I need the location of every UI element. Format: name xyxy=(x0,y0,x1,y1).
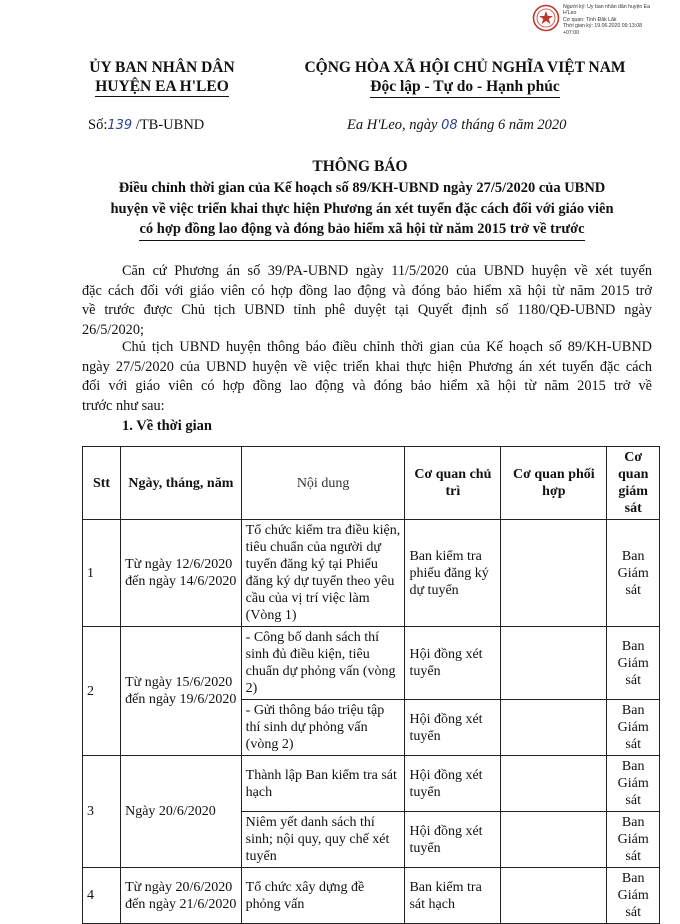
national-line1: CỘNG HÒA XÃ HỘI CHỦ NGHĨA VIỆT NAM xyxy=(304,59,626,76)
cell-content: Niêm yết danh sách thí sinh; nội quy, quy chế xét tuyển xyxy=(241,812,405,868)
date-prefix: Ea H'Leo, ngày xyxy=(347,117,442,133)
cell-content: Tổ chức xây dựng đề phỏng vấn xyxy=(241,868,405,924)
seal-icon xyxy=(532,4,560,32)
cell-content: - Công bố danh sách thí sinh đủ điều kiện, tiêu chuẩn dự phỏng vấn (vòng 2) xyxy=(241,627,405,700)
document-number xyxy=(88,117,204,134)
schedule-table xyxy=(82,446,660,924)
cell-host: Hội đồng xét tuyển xyxy=(405,700,501,756)
paragraph-line: Chủ tịch UBND huyện thông báo điều chỉnh thời gian của Kế hoạch số 89/KH-UBND xyxy=(122,339,652,355)
cell-coordinator xyxy=(501,627,607,700)
document-subtitle xyxy=(62,178,662,241)
header-coordinator: Cơ quan phối hợp xyxy=(501,447,607,520)
issuer-line2: HUYỆN EA H'LEO xyxy=(95,78,229,95)
signature-line: Thời gian ký: 19.06.2020 09:13:08 xyxy=(563,23,642,30)
cell-coordinator xyxy=(501,520,607,627)
paragraph-line: về trước được Chủ tịch UBND tỉnh phê duyệt tại Quyết định số 1180/QĐ-UBND ngày xyxy=(82,302,652,318)
cell-supervisor: Ban Giám sát xyxy=(607,700,660,756)
header-stt: Stt xyxy=(83,447,121,520)
doc-number-prefix: Số: xyxy=(88,117,108,133)
header-content: Nội dung xyxy=(241,447,405,520)
signature-line: H'Leo xyxy=(563,10,577,17)
national-motto: Độc lập - Tự do - Hạnh phúc xyxy=(370,77,559,98)
cell-coordinator xyxy=(501,756,607,812)
signature-line: +07:00 xyxy=(563,29,580,36)
signature-line: Người ký: Ủy ban nhân dân huyện Ea xyxy=(563,4,651,10)
cell-coordinator xyxy=(501,868,607,924)
document-date xyxy=(347,117,566,134)
signature-line: Cơ quan: Tỉnh Đắk Lắk xyxy=(563,16,617,23)
paragraph-line: đặc cách đối với giáo viên có hợp đồng lao động và đóng bảo hiểm xã hội từ năm 2015 trở xyxy=(82,282,652,299)
cell-content: Thành lập Ban kiểm tra sát hạch xyxy=(241,756,405,812)
cell-supervisor: Ban Giám sát xyxy=(607,812,660,868)
cell-host: Hội đồng xét tuyển xyxy=(405,756,501,812)
cell-stt: 2 xyxy=(83,627,121,756)
paragraph-announcement xyxy=(82,338,652,416)
header-supervisor: Cơ quan giám sát xyxy=(607,447,660,520)
table-row xyxy=(83,756,660,812)
national-header xyxy=(280,58,650,98)
date-suffix: tháng 6 năm 2020 xyxy=(457,117,567,133)
cell-stt: 3 xyxy=(83,756,121,868)
cell-supervisor: Ban Giám sát xyxy=(607,520,660,627)
cell-host: Hội đồng xét tuyển xyxy=(405,812,501,868)
paragraph-line: ngày 27/5/2020 của UBND huyện về việc triển khai thực hiện Phương án xét tuyển đặc cách xyxy=(82,358,652,375)
cell-content: - Gửi thông báo triệu tập thí sinh dự phỏng vấn (vòng 2) xyxy=(241,700,405,756)
cell-host: Ban kiểm tra phiếu đăng ký dự tuyển xyxy=(405,520,501,627)
table-header-row xyxy=(83,447,660,520)
subtitle-line: có hợp đồng lao động và đóng bảo hiểm xã hội từ năm 2015 trở về trước xyxy=(139,219,584,241)
cell-coordinator xyxy=(501,812,607,868)
subtitle-line: huyện về việc triển khai thực hiện Phương án xét tuyển đặc cách đối với giáo viên xyxy=(110,200,614,217)
subtitle-line: Điều chỉnh thời gian của Kế hoạch số 89/KH-UBND ngày 27/5/2020 của UBND xyxy=(118,180,606,196)
doc-number-suffix: /TB-UBND xyxy=(132,117,205,133)
paragraph-line: trước như sau: xyxy=(82,397,165,414)
signature-text xyxy=(563,4,650,36)
header-host: Cơ quan chủ trì xyxy=(405,447,501,520)
cell-date: Ngày 20/6/2020 xyxy=(121,756,242,868)
issuer-line1: ỦY BAN NHÂN DÂN xyxy=(89,59,235,76)
paragraph-legal-basis xyxy=(82,262,652,340)
cell-content: Tổ chức kiểm tra điều kiện, tiêu chuẩn của người dự tuyển đăng ký tại Phiếu đăng ký dự tuyển theo yêu cầu của vị trí việc làm (Vòng 1) xyxy=(241,520,405,627)
paragraph-line: đối với giáo viên có hợp đồng lao động và đóng bảo hiểm xã hội từ năm 2015 trở về xyxy=(82,378,652,394)
cell-supervisor: Ban Giám sát xyxy=(607,627,660,700)
cell-date: Từ ngày 12/6/2020 đến ngày 14/6/2020 xyxy=(121,520,242,627)
header-date: Ngày, tháng, năm xyxy=(121,447,242,520)
section-heading: 1. Về thời gian xyxy=(122,418,212,434)
cell-date: Từ ngày 15/6/2020 đến ngày 19/6/2020 xyxy=(121,627,242,756)
doc-number-handwritten: 139 xyxy=(107,118,133,133)
cell-stt: 1 xyxy=(83,520,121,627)
paragraph-line: Căn cứ Phương án số 39/PA-UBND ngày 11/5/2020 của UBND huyện về xét tuyển xyxy=(122,263,652,279)
cell-host: Hội đồng xét tuyển xyxy=(405,627,501,700)
table-row xyxy=(83,627,660,700)
cell-stt: 4 xyxy=(83,868,121,924)
digital-signature xyxy=(532,4,678,36)
cell-date: Từ ngày 20/6/2020 đến ngày 21/6/2020 xyxy=(121,868,242,924)
cell-coordinator xyxy=(501,700,607,756)
paragraph-line: 26/5/2020; xyxy=(82,321,144,338)
table-row xyxy=(83,868,660,924)
date-day-handwritten: 08 xyxy=(441,118,458,133)
cell-supervisor: Ban Giám sát xyxy=(607,868,660,924)
table-row xyxy=(83,520,660,627)
document-title: THÔNG BÁO xyxy=(312,158,408,175)
cell-supervisor: Ban Giám sát xyxy=(607,756,660,812)
issuer-header xyxy=(62,58,262,97)
cell-host: Ban kiểm tra sát hạch xyxy=(405,868,501,924)
